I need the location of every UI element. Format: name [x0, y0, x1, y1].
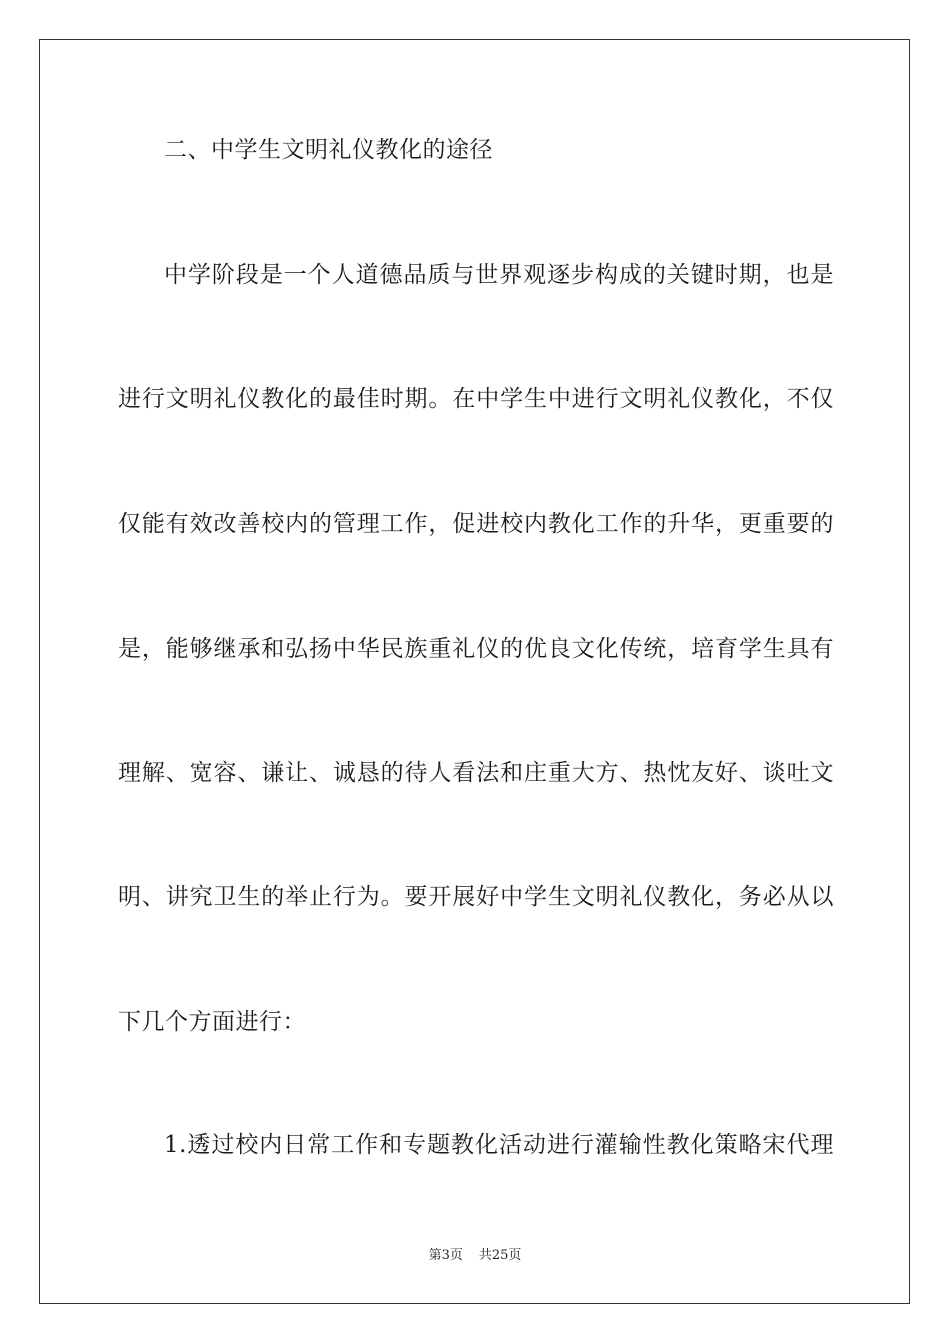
paragraph-line-2: 进行文明礼仪教化的最佳时期。在中学生中进行文明礼仪教化，不仅: [118, 386, 834, 412]
page-footer: [0, 1247, 950, 1265]
page-border: [39, 39, 910, 1304]
paragraph-line-5: 理解、宽容、谦让、诚恳的待人看法和庄重大方、热忱友好、谈吐文: [118, 760, 834, 786]
paragraph-line-1: 中学阶段是一个人道德品质与世界观逐步构成的关键时期，也是: [164, 262, 834, 288]
list-item-line: 1.透过校内日常工作和专题教化活动进行灌输性教化策略宋代理: [164, 1132, 834, 1158]
paragraph-line-7: 下几个方面进行：: [118, 1009, 306, 1035]
paragraph-line-4: 是，能够继承和弘扬中华民族重礼仪的优良文化传统，培育学生具有: [118, 636, 834, 662]
paragraph-line-3: 仅能有效改善校内的管理工作，促进校内教化工作的升华，更重要的: [118, 511, 834, 537]
section-heading: 二、中学生文明礼仪教化的途径: [164, 137, 493, 163]
page-total: 共25页: [478, 1248, 522, 1263]
page-number: 第3页: [428, 1248, 463, 1263]
paragraph-line-6: 明、讲究卫生的举止行为。要开展好中学生文明礼仪教化，务必从以: [118, 884, 834, 910]
